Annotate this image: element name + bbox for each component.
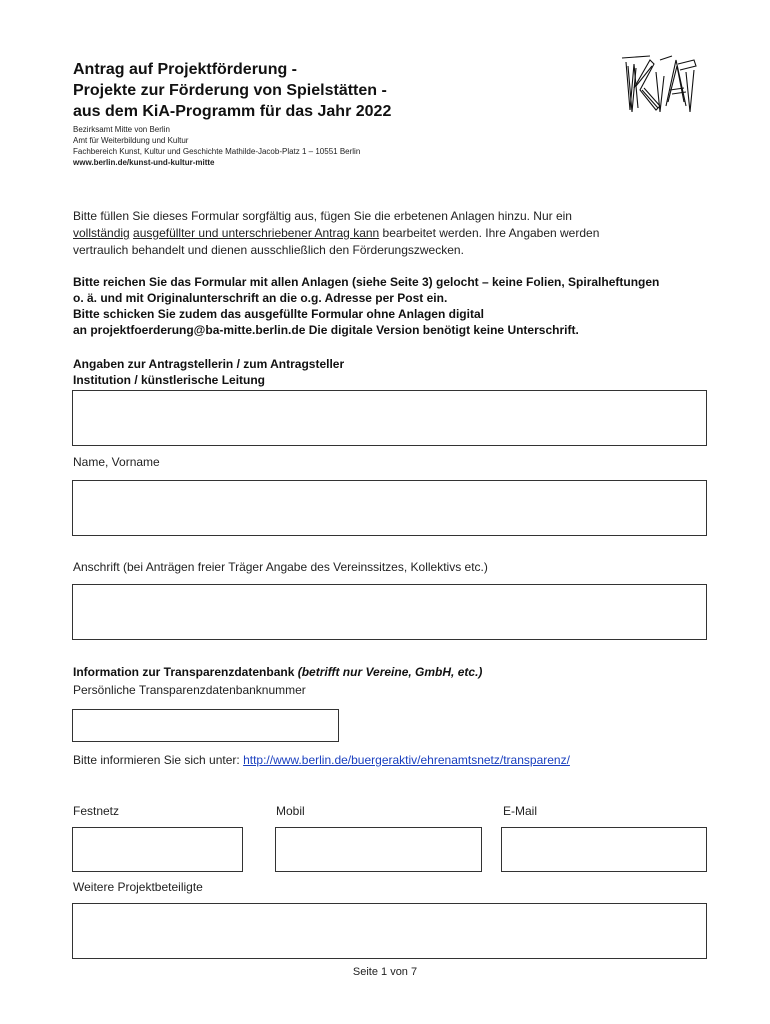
- transparency-heading: [73, 664, 482, 680]
- instruction-line-3: Bitte schicken Sie zudem das ausgefüllte Formular ohne Anlagen digital: [73, 307, 484, 321]
- address-label: Anschrift (bei Anträgen freier Träger Angabe des Vereinssitzes, Kollektivs etc.): [73, 560, 488, 574]
- org-line-3: Fachbereich Kunst, Kultur und Geschichte Mathilde-Jacob-Platz 1 – 10551 Berlin: [73, 147, 361, 156]
- intro-line-2-rest: bearbeitet werden. Ihre Angaben werden: [379, 226, 600, 240]
- applicant-heading: Angaben zur Antragstellerin / zum Antragsteller: [73, 357, 345, 371]
- transparency-heading-text: Information zur Transparenzdatenbank: [73, 665, 298, 679]
- intro-underline-1: vollständig: [73, 226, 130, 240]
- name-field[interactable]: [72, 480, 707, 536]
- info-line: [73, 752, 570, 768]
- intro-line-2: [73, 225, 599, 242]
- title-line-3: aus dem KiA-Programm für das Jahr 2022: [73, 103, 392, 120]
- email-field[interactable]: [501, 827, 707, 872]
- intro-line-1: Bitte füllen Sie dieses Formular sorgfältig aus, fügen Sie die erbetenen Anlagen hinzu. Nur ein: [73, 209, 572, 223]
- kia-logo-icon: [620, 52, 698, 118]
- transparency-number-field[interactable]: [72, 709, 339, 742]
- others-field[interactable]: [72, 903, 707, 959]
- org-line-2: Amt für Weiterbildung und Kultur: [73, 136, 189, 145]
- mobile-field[interactable]: [275, 827, 482, 872]
- info-text: Bitte informieren Sie sich unter:: [73, 753, 244, 767]
- name-label: Name, Vorname: [73, 455, 160, 469]
- transparency-link[interactable]: http://www.berlin.de/buergeraktiv/ehrenamtsnetz/transparenz/: [243, 753, 570, 767]
- org-line-1: Bezirksamt Mitte von Berlin: [73, 125, 170, 134]
- address-field[interactable]: [72, 584, 707, 640]
- phone-field[interactable]: [72, 827, 243, 872]
- transparency-label: Persönliche Transparenzdatenbanknummer: [73, 683, 306, 697]
- others-label: Weitere Projektbeteiligte: [73, 880, 203, 894]
- transparency-heading-note: (betrifft nur Vereine, GmbH, etc.): [297, 665, 483, 679]
- document-title: [73, 59, 391, 122]
- email-label: E-Mail: [503, 804, 538, 818]
- intro-line-3: vertraulich behandelt und dienen ausschließlich den Förderungszwecken.: [73, 243, 464, 257]
- website[interactable]: www.berlin.de/kunst-und-kultur-mitte: [73, 158, 215, 167]
- instruction-line-2: o. ä. und mit Originalunterschrift an die o.g. Adresse per Post ein.: [73, 291, 448, 305]
- mobile-label: Mobil: [276, 804, 305, 818]
- phone-label: Festnetz: [73, 804, 120, 818]
- institution-field[interactable]: [72, 390, 707, 446]
- title-line-1: Antrag auf Projektförderung -: [73, 61, 298, 78]
- instruction-line-1: Bitte reichen Sie das Formular mit allen Anlagen (siehe Seite 3) gelocht – keine Folien, Spiralheftungen: [73, 275, 660, 289]
- page-number: Seite 1 von 7: [352, 966, 418, 978]
- instruction-line-4: an projektfoerderung@ba-mitte.berlin.de Die digitale Version benötigt keine Unterschrift.: [73, 323, 579, 337]
- title-line-2: Projekte zur Förderung von Spielstätten -: [73, 82, 387, 99]
- intro-underline-2: ausgefüllter und unterschriebener Antrag kann: [133, 226, 380, 240]
- institution-heading: Institution / künstlerische Leitung: [73, 373, 266, 387]
